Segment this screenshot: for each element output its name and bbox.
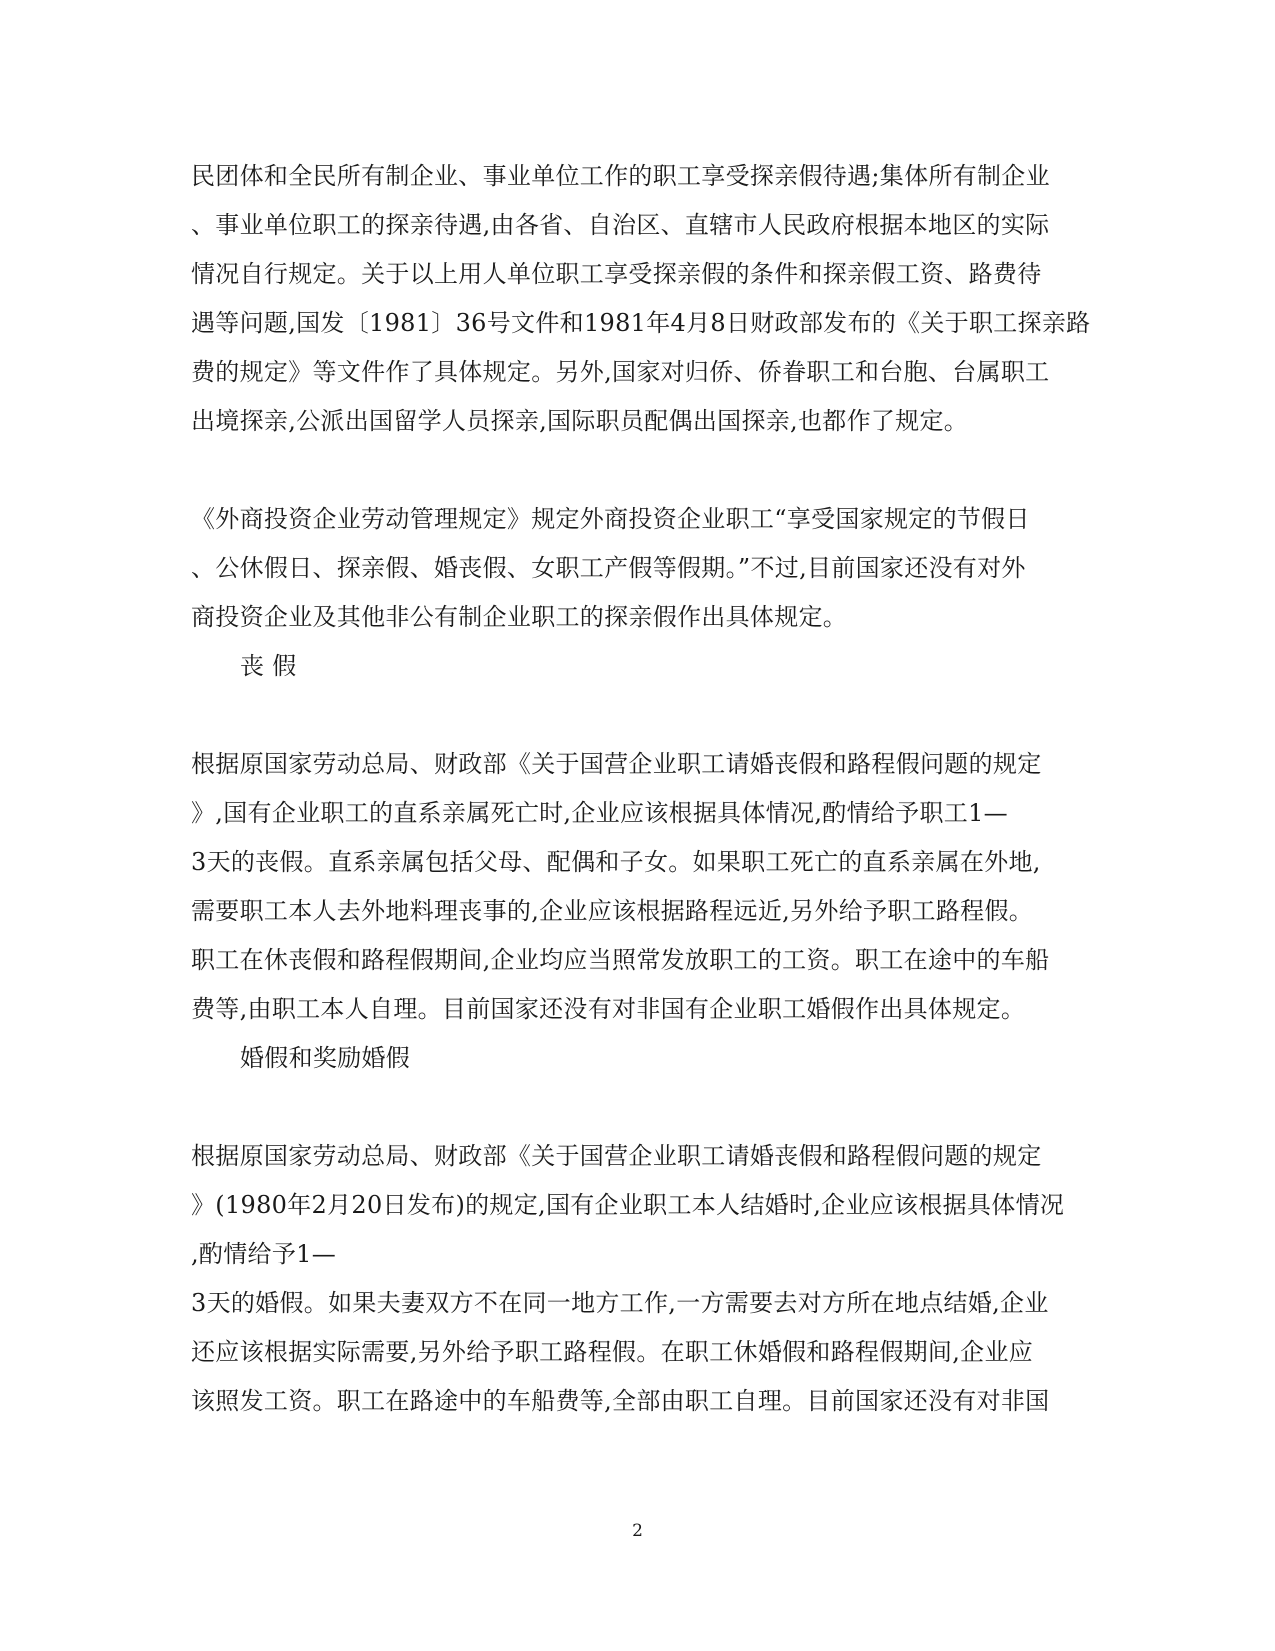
text-line: 商投资企业及其他非公有制企业职工的探亲假作出具体规定。 [191, 603, 848, 631]
text-line: ,酌情给予1— [191, 1240, 336, 1268]
paragraph-marriage-leave [191, 1132, 1086, 1426]
text-line: 《外商投资企业劳动管理规定》规定外商投资企业职工“享受国家规定的节假日 [191, 505, 1030, 533]
page-number: 2 [632, 1521, 643, 1541]
paragraph-spacer [191, 446, 1086, 495]
text-line: 遇等问题,国发〔1981〕36号文件和1981年4月8日财政部发布的《关于职工探亲路 [191, 309, 1091, 337]
text-line: 需要职工本人去外地料理丧事的,企业应该根据路程远近,另外给予职工路程假。 [191, 897, 1034, 925]
text-line: 该照发工资。职工在路途中的车船费等,全部由职工自理。目前国家还没有对非国 [191, 1387, 1050, 1415]
paragraph-foreign-invested-enterprises [191, 495, 1086, 642]
text-line: 情况自行规定。关于以上用人单位职工享受探亲假的条件和探亲假工资、路费待 [191, 260, 1042, 288]
text-line: 》,国有企业职工的直系亲属死亡时,企业应该根据具体情况,酌情给予职工1— [191, 799, 1008, 827]
paragraph-spacer [191, 1083, 1086, 1132]
text-line: 根据原国家劳动总局、财政部《关于国营企业职工请婚丧假和路程假问题的规定 [191, 750, 1042, 778]
paragraph-home-leave-rules [191, 152, 1091, 446]
section-heading-marriage-leave: 婚假和奖励婚假 [240, 1044, 411, 1072]
text-line: 、公休假日、探亲假、婚丧假、女职工产假等假期。”不过,目前国家还没有对外 [191, 554, 1026, 582]
text-line: 3天的丧假。直系亲属包括父母、配偶和子女。如果职工死亡的直系亲属在外地, [191, 848, 1041, 876]
text-line: 、事业单位职工的探亲待遇,由各省、自治区、直辖市人民政府根据本地区的实际 [191, 211, 1050, 239]
text-line: 费等,由职工本人自理。目前国家还没有对非国有企业职工婚假作出具体规定。 [191, 995, 1026, 1023]
text-line: 》(1980年2月20日发布)的规定,国有企业职工本人结婚时,企业应该根据具体情况 [191, 1191, 1065, 1219]
paragraph-bereavement-leave [191, 740, 1086, 1034]
text-line: 还应该根据实际需要,另外给予职工路程假。在职工休婚假和路程假期间,企业应 [191, 1338, 1034, 1366]
paragraph-spacer [191, 691, 1086, 740]
text-line: 3天的婚假。如果夫妻双方不在同一地方工作,一方需要去对方所在地点结婚,企业 [191, 1289, 1049, 1317]
text-line: 费的规定》等文件作了具体规定。另外,国家对归侨、侨眷职工和台胞、台属职工 [191, 358, 1050, 386]
document-body [191, 152, 1091, 1426]
section-heading-bereavement-leave: 丧 假 [240, 652, 297, 680]
text-line: 出境探亲,公派出国留学人员探亲,国际职员配偶出国探亲,也都作了规定。 [191, 407, 969, 435]
text-line: 民团体和全民所有制企业、事业单位工作的职工享受探亲假待遇;集体所有制企业 [191, 162, 1050, 190]
text-line: 职工在休丧假和路程假期间,企业均应当照常发放职工的工资。职工在途中的车船 [191, 946, 1050, 974]
text-line: 根据原国家劳动总局、财政部《关于国营企业职工请婚丧假和路程假问题的规定 [191, 1142, 1042, 1170]
